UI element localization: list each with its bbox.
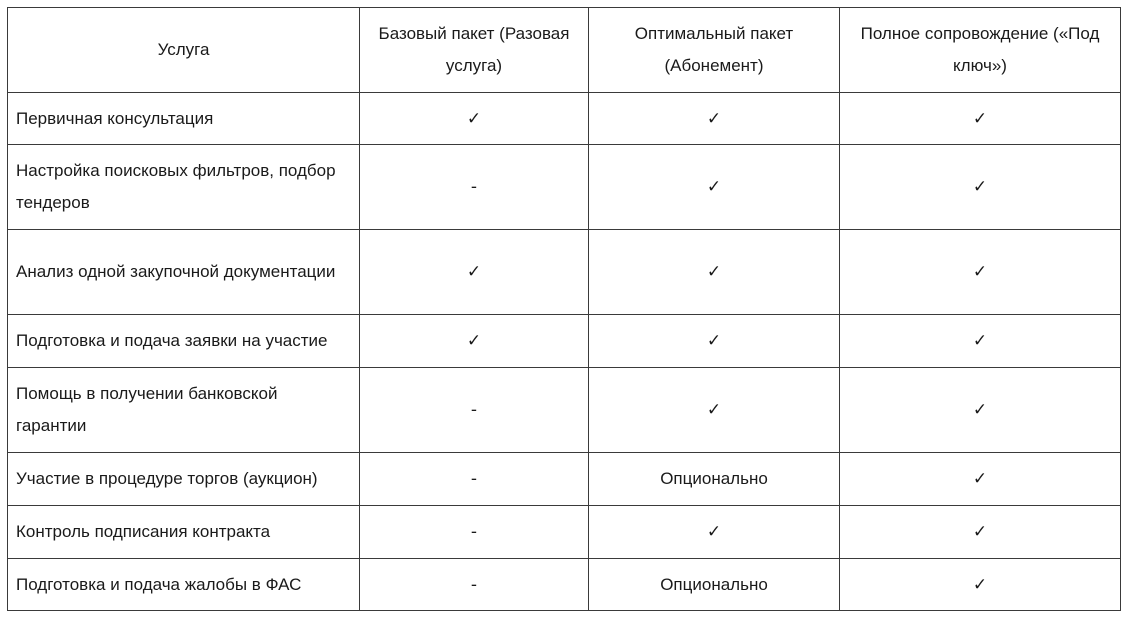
optimal-cell: ✓ (589, 368, 840, 453)
basic-cell: - (360, 506, 589, 559)
service-cell: Настройка поисковых фильтров, подбор тендеров (8, 145, 360, 230)
basic-cell: ✓ (360, 230, 589, 315)
service-cell: Подготовка и подача заявки на участие (8, 315, 360, 368)
full-cell: ✓ (840, 453, 1121, 506)
optimal-cell: ✓ (589, 230, 840, 315)
header-full: Полное сопровождение («Под ключ») (840, 8, 1121, 93)
table-row (8, 453, 1121, 506)
optimal-cell: ✓ (589, 145, 840, 230)
table-row (8, 559, 1121, 611)
header-service: Услуга (8, 8, 360, 93)
full-cell: ✓ (840, 315, 1121, 368)
service-cell: Подготовка и подача жалобы в ФАС (8, 559, 360, 611)
optimal-cell: ✓ (589, 506, 840, 559)
full-cell: ✓ (840, 93, 1121, 145)
service-cell: Помощь в получении банковской гарантии (8, 368, 360, 453)
optimal-cell: Опционально (589, 559, 840, 611)
full-cell: ✓ (840, 559, 1121, 611)
table-row (8, 93, 1121, 145)
basic-cell: - (360, 368, 589, 453)
table-row (8, 506, 1121, 559)
service-cell: Участие в процедуре торгов (аукцион) (8, 453, 360, 506)
header-optimal: Оптимальный пакет (Абонемент) (589, 8, 840, 93)
table-row (8, 315, 1121, 368)
basic-cell: - (360, 145, 589, 230)
table-row (8, 230, 1121, 315)
basic-cell: - (360, 453, 589, 506)
service-cell: Анализ одной закупочной документации (8, 230, 360, 315)
basic-cell: - (360, 559, 589, 611)
full-cell: ✓ (840, 506, 1121, 559)
service-cell: Первичная консультация (8, 93, 360, 145)
optimal-cell: ✓ (589, 315, 840, 368)
table-row (8, 145, 1121, 230)
full-cell: ✓ (840, 368, 1121, 453)
header-row (8, 8, 1121, 93)
header-basic: Базовый пакет (Разовая услуга) (360, 8, 589, 93)
basic-cell: ✓ (360, 93, 589, 145)
full-cell: ✓ (840, 145, 1121, 230)
basic-cell: ✓ (360, 315, 589, 368)
optimal-cell: Опционально (589, 453, 840, 506)
table-row (8, 368, 1121, 453)
optimal-cell: ✓ (589, 93, 840, 145)
service-cell: Контроль подписания контракта (8, 506, 360, 559)
packages-table (7, 7, 1121, 611)
full-cell: ✓ (840, 230, 1121, 315)
